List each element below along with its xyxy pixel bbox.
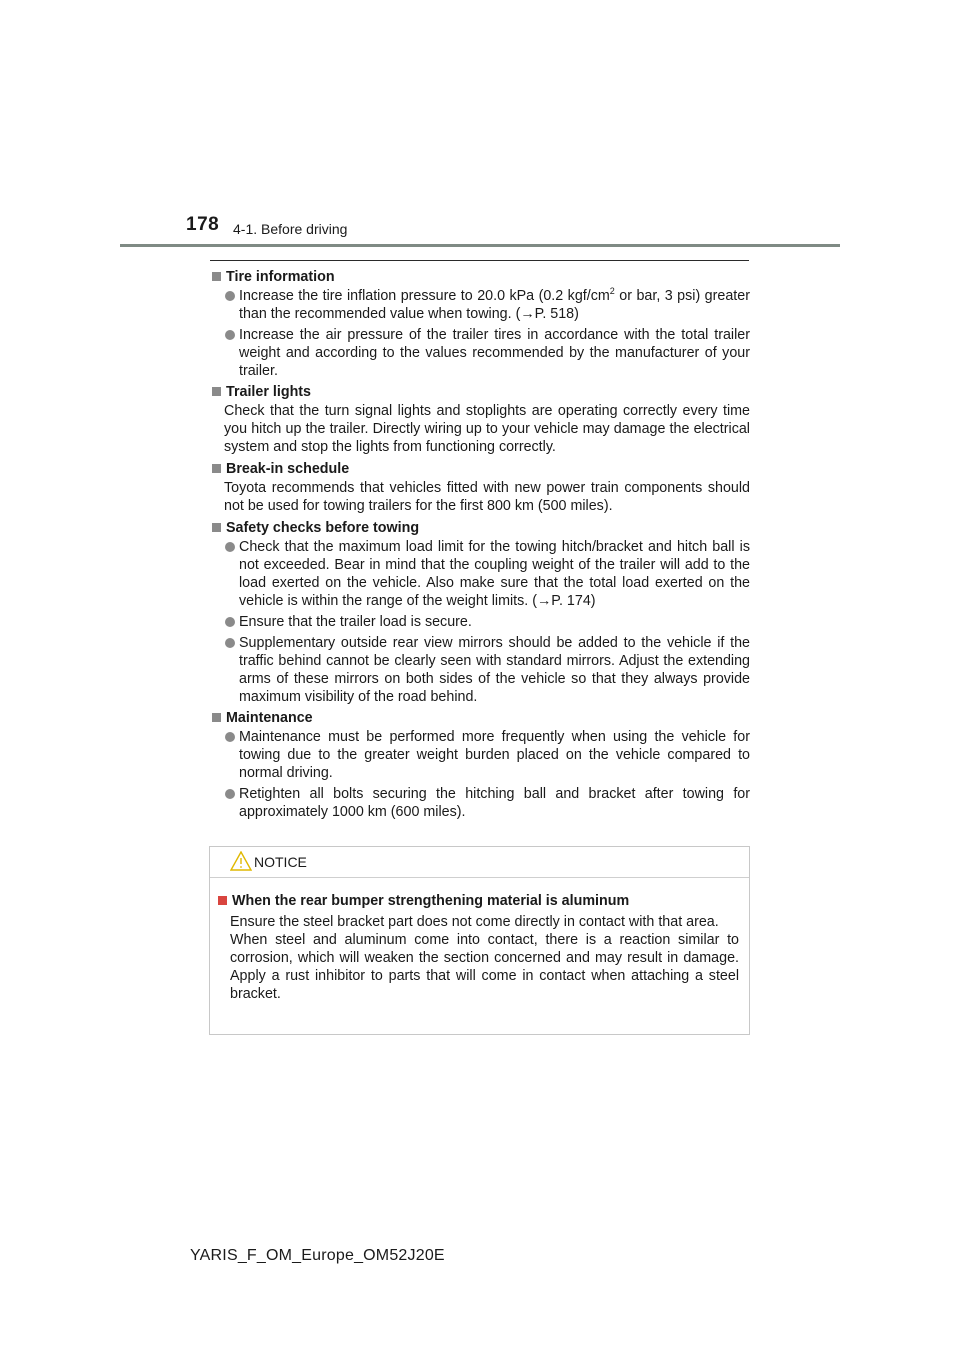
heading-text: Trailer lights xyxy=(226,384,312,400)
heading-text: Maintenance xyxy=(226,710,313,726)
square-bullet-icon xyxy=(212,464,221,473)
list-item xyxy=(210,728,750,782)
square-bullet-icon xyxy=(212,272,221,281)
bullet-text: Retighten all bolts securing the hitching ball and bracket after towing for approximately 1000 km (600 miles). xyxy=(239,786,750,820)
heading-tire-information xyxy=(210,268,750,286)
list-item xyxy=(210,613,750,631)
round-bullet-icon xyxy=(225,617,235,627)
paragraph: Toyota recommends that vehicles fitted with new power train components should not be used for towing trailers for the first 800 km (500 miles). xyxy=(224,480,750,514)
notice-paragraph: Ensure the steel bracket part does not come directly in contact with that area. xyxy=(230,914,719,930)
list-item xyxy=(210,326,750,380)
round-bullet-icon xyxy=(225,542,235,552)
heading-trailer-lights xyxy=(210,383,750,401)
list-item xyxy=(210,634,750,706)
round-bullet-icon xyxy=(225,789,235,799)
bullet-text: Ensure that the trailer load is secure. xyxy=(239,614,472,630)
square-bullet-icon xyxy=(212,713,221,722)
content-divider xyxy=(210,260,749,261)
paragraph: Check that the turn signal lights and stoplights are operating correctly every time you hitch up the trailer. Directly wiring up to your vehicle may damage the electrical system and stop the lights from functioning correctly. xyxy=(224,403,750,455)
bullet-text: Increase the air pressure of the trailer tires in accordance with the total trailer weight and according to the values recommended by the manufacturer of your trailer. xyxy=(239,327,750,379)
heading-safety-checks xyxy=(210,519,750,537)
square-bullet-icon xyxy=(212,387,221,396)
bullet-text: Supplementary outside rear view mirrors should be added to the vehicle if the traffic behind cannot be clearly seen with standard mirrors. Adjust the extending arms of these mirrors on both sides of the vehicle so that they always provide maximum visibility of the road behind. xyxy=(239,635,750,705)
notice-label: NOTICE xyxy=(254,854,307,870)
round-bullet-icon xyxy=(225,638,235,648)
round-bullet-icon xyxy=(225,291,235,301)
notice-box xyxy=(209,846,750,1035)
bullet-text-part: Increase the tire inflation pressure to 20.0 kPa (0.2 kgf/cm xyxy=(239,288,610,304)
header-divider xyxy=(120,244,840,247)
heading-text: When the rear bumper strengthening material is aluminum xyxy=(232,893,630,909)
notice-body xyxy=(210,878,749,1003)
bullet-text: Maintenance must be performed more frequently when using the vehicle for towing due to the greater weight burden placed on the vehicle compared to normal driving. xyxy=(239,729,750,781)
bullet-text xyxy=(239,287,750,323)
list-item xyxy=(210,785,750,821)
section-title: 4-1. Before driving xyxy=(233,221,348,237)
round-bullet-icon xyxy=(225,330,235,340)
page-number: 178 xyxy=(186,214,220,235)
warning-triangle-icon xyxy=(230,851,252,876)
list-item xyxy=(210,287,750,323)
square-bullet-icon xyxy=(212,523,221,532)
round-bullet-icon xyxy=(225,732,235,742)
notice-heading xyxy=(218,892,739,910)
heading-break-in-schedule xyxy=(210,460,750,478)
notice-header xyxy=(210,847,749,878)
superscript: 2 xyxy=(609,286,615,297)
bullet-text-part: or bar, 3 psi) greater than the recommended value when towing. (→P. 518) xyxy=(239,288,750,322)
bullet-text: Check that the maximum load limit for the towing hitch/bracket and hitch ball is not exceeded. Bear in mind that the coupling weight of the trailer will add to the load exerted on the vehicle. Also make sure that the total load exerted on the vehicle is within the range of the weight limits. (→P. 174) xyxy=(239,539,750,609)
heading-text: Safety checks before towing xyxy=(226,520,420,536)
red-square-bullet-icon xyxy=(218,896,227,905)
document-id: YARIS_F_OM_Europe_OM52J20E xyxy=(190,1247,445,1264)
notice-paragraph: When steel and aluminum come into contact, there is a reaction similar to corrosion, which will weaken the section concerned and may result in damage. Apply a rust inhibitor to parts that will come in contact when attaching a steel bracket. xyxy=(230,932,739,1002)
heading-maintenance xyxy=(210,709,750,727)
heading-text: Tire information xyxy=(226,269,335,285)
list-item xyxy=(210,538,750,610)
heading-text: Break-in schedule xyxy=(226,461,350,477)
page-content xyxy=(210,266,750,824)
